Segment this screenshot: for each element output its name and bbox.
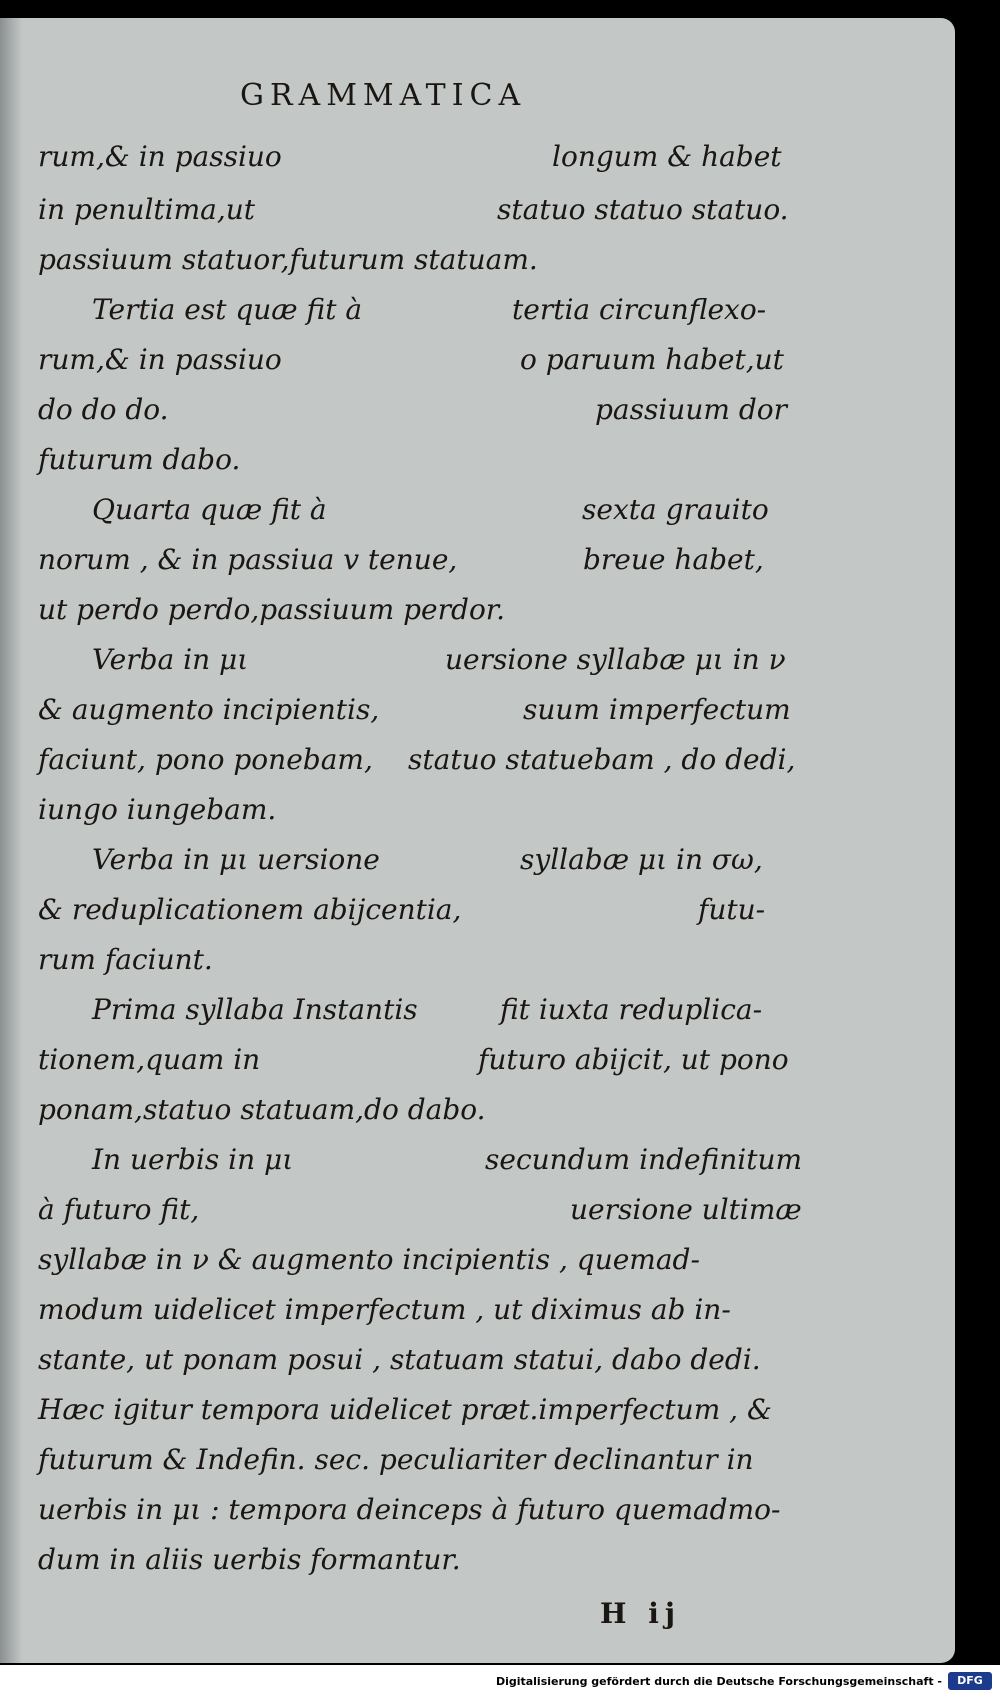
- text-line-right: uersione syllabæ μι in ν: [445, 643, 786, 676]
- text-line-right: passiuum dor: [595, 393, 787, 426]
- text-line-left: Quarta quæ fit à: [92, 493, 327, 526]
- text-line-right: breue habet,: [583, 543, 764, 576]
- footer-bar: [0, 1665, 1000, 1701]
- dfg-logo: DFG: [948, 1672, 992, 1690]
- text-line-left: do do do.: [38, 393, 169, 426]
- text-line-left: Verba in μι: [92, 643, 249, 676]
- text-line-left: faciunt, pono ponebam,: [38, 743, 373, 776]
- text-line-right: o paruum habet,ut: [520, 343, 784, 376]
- text-line-right: sexta grauito: [582, 493, 769, 526]
- text-line-left: à futuro fit,: [38, 1193, 200, 1226]
- text-line-right: futuro abijcit, ut pono: [478, 1043, 789, 1076]
- text-line-left: Hæc igitur tempora uidelicet præt.imperfectum , &: [38, 1393, 772, 1426]
- text-line-left: In uerbis in μι: [92, 1143, 294, 1176]
- text-line-left: futurum & Indefin. sec. peculiariter declinantur in: [38, 1443, 754, 1476]
- text-line-right: suum imperfectum: [523, 693, 791, 726]
- text-line-right: statuo statuebam , do dedi,: [408, 743, 796, 776]
- text-line-left: Tertia est quæ fit à: [92, 293, 363, 326]
- text-line-right: longum & habet: [552, 140, 782, 173]
- text-line-left: uerbis in μι : tempora deinceps à futuro quemadmo-: [38, 1493, 781, 1526]
- text-line-left: rum faciunt.: [38, 943, 213, 976]
- footer-credit: Digitalisierung gefördert durch die Deutsche Forschungsgemeinschaft -: [495, 1675, 942, 1688]
- text-line-left: & reduplicationem abijcentia,: [38, 893, 462, 926]
- text-line-left: norum , & in passiua v tenue,: [38, 543, 458, 576]
- text-line-left: ut perdo perdo,passiuum perdor.: [38, 593, 506, 626]
- text-line-left: stante, ut ponam posui , statuam statui, dabo dedi.: [38, 1343, 761, 1376]
- text-line-left: passiuum statuor,futurum statuam.: [38, 243, 538, 276]
- text-line-left: Prima syllaba Instantis: [92, 993, 418, 1026]
- text-line-right: uersione ultimæ: [570, 1193, 802, 1226]
- text-line-left: modum uidelicet imperfectum , ut diximus ab in-: [38, 1293, 731, 1326]
- text-line-left: tionem,quam in: [38, 1043, 261, 1076]
- text-line-left: iungo iungebam.: [38, 793, 277, 826]
- text-line-left: & augmento incipientis,: [38, 693, 380, 726]
- book-page: [0, 18, 955, 1663]
- text-line-right: futu-: [698, 893, 766, 926]
- text-line-left: futurum dabo.: [38, 443, 241, 476]
- text-line-left: rum,& in passiuo: [38, 343, 282, 376]
- text-line-left: Verba in μι uersione: [92, 843, 380, 876]
- text-line-left: rum,& in passiuo: [38, 140, 282, 173]
- text-line-right: syllabæ μι in σω,: [520, 843, 763, 876]
- signature-mark: H ij: [600, 1597, 681, 1630]
- text-line-left: syllabæ in ν & augmento incipientis , quemad-: [38, 1243, 700, 1276]
- running-header: GRAMMATICA: [240, 78, 527, 113]
- text-line-left: dum in aliis uerbis formantur.: [38, 1543, 461, 1576]
- text-line-left: in penultima,ut: [38, 193, 256, 226]
- text-line-right: fit iuxta reduplica-: [500, 993, 763, 1026]
- text-line-right: secundum indefinitum: [485, 1143, 803, 1176]
- text-line-left: ponam,statuo statuam,do dabo.: [38, 1093, 486, 1126]
- text-line-right: statuo statuo statuo.: [497, 193, 789, 226]
- text-line-right: tertia circunflexo-: [512, 293, 767, 326]
